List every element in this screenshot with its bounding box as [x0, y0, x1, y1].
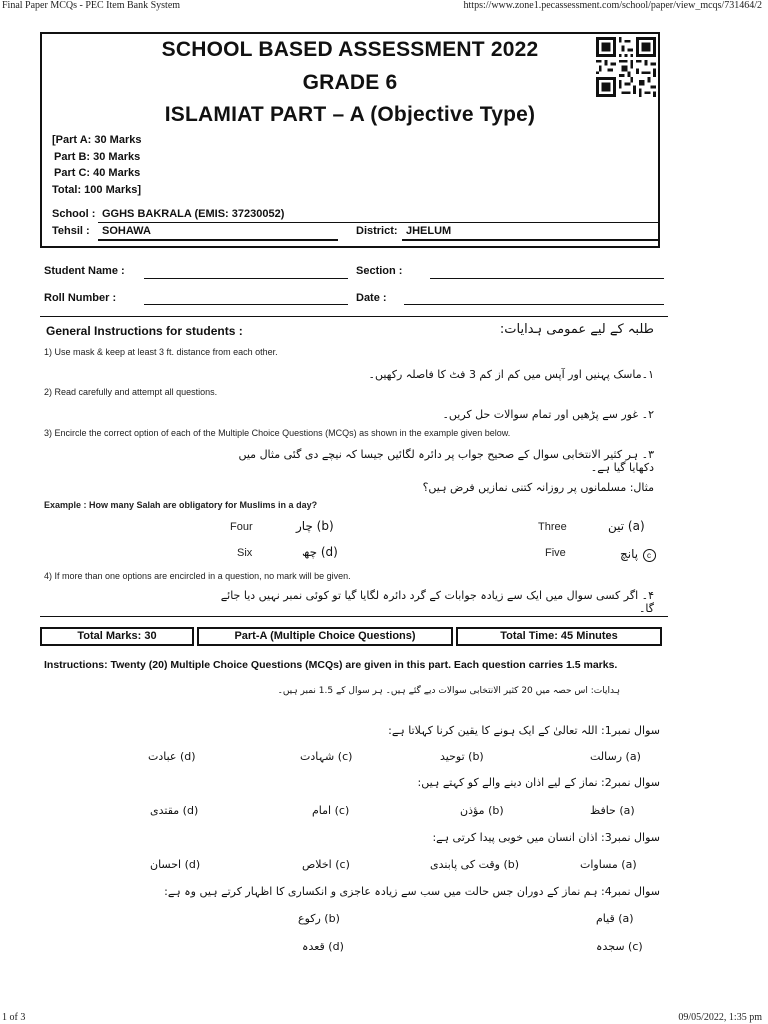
option-label: (b) — [324, 912, 340, 925]
option-text: مساوات — [580, 858, 618, 871]
total-time-box: Total Time: 45 Minutes — [456, 627, 662, 646]
option-label: (a) — [618, 912, 634, 925]
option-label: (c) — [335, 858, 350, 871]
option-text: سجدہ — [596, 940, 625, 953]
question-3-option-a[interactable] — [580, 858, 660, 871]
instruction-4-ur: ۴۔ اگر کسی سوال میں ایک سے زیادہ جوابات کے گرد دائرہ لگایا گیا تو کوئی نمبر نہیں دیا جائے گا۔ — [220, 589, 654, 615]
school-value: GGHS BAKRALA (EMIS: 37230052) — [102, 208, 285, 220]
date-field[interactable] — [404, 304, 664, 305]
example-option-c-ur: پانچ — [620, 547, 639, 561]
instruction-3-ur: ۳۔ ہر کثیر الانتخابی سوال کے صحیح جواب پر دائرہ لگائیں جیسا کہ نیچے دی گئی مثال میں دکھایا گیا ہے۔ — [238, 448, 654, 474]
instructions-title: General Instructions for students : — [46, 324, 243, 338]
option-label: (d) — [182, 804, 199, 817]
total-marks-box: Total Marks: 30 — [40, 627, 194, 646]
question-3-option-d[interactable] — [150, 858, 230, 871]
option-text: رسالت — [590, 750, 623, 763]
roll-number-field[interactable] — [144, 304, 348, 305]
print-page-title: Final Paper MCQs - PEC Item Bank System — [2, 0, 181, 11]
example-option-four-en: Four — [230, 521, 253, 533]
tehsil-value: SOHAWA — [102, 225, 151, 237]
print-page-count: 1 of 3 — [2, 1012, 26, 1023]
option-text: حافظ — [590, 804, 616, 817]
option-text: شہادت — [300, 750, 335, 763]
question-4-option-b[interactable] — [298, 912, 368, 925]
option-text: اخلاص — [302, 858, 332, 871]
instructions-title-urdu: طلبہ کے لیے عمومی ہدایات: — [499, 322, 654, 337]
question-1-option-c[interactable] — [300, 750, 380, 763]
exam-title: SCHOOL BASED ASSESSMENT 2022 — [161, 38, 539, 61]
district-value: JHELUM — [406, 225, 452, 237]
question-4-option-d[interactable] — [302, 940, 372, 953]
print-url: https://www.zone1.pecassessment.com/school/paper/view_mcqs/731464/2 — [463, 0, 762, 11]
option-label: (a) — [621, 858, 637, 871]
option-text: احسان — [150, 858, 182, 871]
question-1-text: سوال نمبر1: اللہ تعالیٰ کے ایک ہونے کا یقین کرنا کہلاتا ہے: — [388, 724, 660, 737]
student-name-field[interactable] — [144, 278, 348, 279]
question-3-option-b[interactable] — [430, 858, 530, 871]
date-label: Date : — [356, 292, 387, 304]
instruction-1-ur: ۱۔ماسک پہنیں اور آپس میں کم از کم 3 فٹ کا فاصلہ رکھیں۔ — [368, 368, 654, 381]
option-label: (d) — [180, 750, 196, 763]
marks-line: Part B: 30 Marks — [54, 150, 141, 163]
example-option-b-ur: (b) چار — [296, 519, 334, 533]
option-label: (c) — [628, 940, 643, 953]
example-option-c-encircled — [620, 545, 656, 563]
encircle-mark-icon: c — [643, 549, 656, 562]
question-2-option-c[interactable] — [312, 804, 382, 817]
roll-number-label: Roll Number : — [44, 292, 117, 304]
tehsil-rule — [98, 239, 338, 241]
option-text: توحید — [440, 750, 465, 763]
question-4-option-a[interactable] — [596, 912, 666, 925]
option-label: (a) — [619, 804, 635, 817]
example-option-five-en: Five — [545, 547, 566, 559]
instruction-2-en: 2) Read carefully and attempt all questions. — [44, 387, 218, 397]
district-label: District: — [356, 225, 398, 237]
instruction-2-ur: ۲۔ غور سے پڑھیں اور تمام سوالات حل کریں۔ — [442, 408, 654, 421]
option-label: (b) — [488, 804, 504, 817]
question-3-text: سوال نمبر3: اذان انسان میں خوبی پیدا کرتی ہے: — [432, 831, 660, 844]
example-question-en: Example : How many Salah are obligatory for Muslims in a day? — [44, 500, 318, 510]
question-3-option-c[interactable] — [302, 858, 382, 871]
question-1-option-a[interactable] — [590, 750, 660, 763]
option-text: قیام — [596, 912, 615, 925]
option-label: (d) — [328, 940, 344, 953]
school-rule — [98, 222, 658, 223]
question-2-option-b[interactable] — [460, 804, 530, 817]
part-instructions-en: Instructions: Twenty (20) Multiple Choice Questions (MCQs) are given in this part. Each question carries 1.5 marks. — [44, 659, 618, 671]
example-option-a-ur: (a) تین — [608, 519, 645, 533]
district-rule — [402, 239, 658, 241]
marks-line: [Part A: 30 Marks — [52, 134, 142, 146]
option-label: (c) — [337, 750, 353, 763]
section-label: Section : — [356, 265, 403, 277]
option-label: (b) — [503, 858, 520, 871]
school-label: School : — [52, 208, 96, 220]
section-field[interactable] — [430, 278, 664, 279]
option-label: (a) — [625, 750, 641, 763]
part-title-box: Part-A (Multiple Choice Questions) — [197, 627, 453, 646]
grade-title: GRADE 6 — [302, 71, 398, 94]
option-text: رکوع — [298, 912, 321, 925]
subject-title: ISLAMIAT PART – A (Objective Type) — [164, 103, 536, 126]
instruction-4-en: 4) If more than one options are encircled in a question, no mark will be given. — [44, 571, 351, 581]
option-text: مؤذن — [460, 804, 485, 817]
option-label: (d) — [184, 858, 201, 871]
example-option-three-en: Three — [538, 521, 567, 533]
question-4-option-c[interactable] — [596, 940, 666, 953]
option-text: امام — [312, 804, 332, 817]
option-text: وقت کی پابندی — [430, 858, 500, 871]
divider — [40, 616, 668, 617]
instruction-1-en: 1) Use mask & keep at least 3 ft. distance from each other. — [44, 347, 278, 357]
example-question-ur: مثال: مسلمانوں پر روزانہ کتنی نمازیں فرض ہیں؟ — [422, 481, 654, 494]
option-text: قعدہ — [302, 940, 325, 953]
question-1-option-b[interactable] — [440, 750, 520, 763]
option-text: مقتدی — [150, 804, 180, 817]
divider — [40, 316, 668, 317]
print-datetime: 09/05/2022, 1:35 pm — [678, 1012, 762, 1023]
question-2-text: سوال نمبر2: نماز کے لیے اذان دینے والے کو کہتے ہیں: — [417, 776, 660, 789]
marks-line: Total: 100 Marks] — [52, 183, 142, 196]
option-text: عبادت — [148, 750, 177, 763]
option-label: (b) — [468, 750, 484, 763]
marks-line: Part C: 40 Marks — [54, 167, 141, 179]
instruction-3-en: 3) Encircle the correct option of each of the Multiple Choice Questions (MCQs) as shown in the example given below. — [44, 428, 511, 438]
question-2-option-d[interactable] — [150, 804, 230, 817]
option-label: (c) — [334, 804, 350, 817]
student-name-label: Student Name : — [44, 265, 125, 277]
tehsil-label: Tehsil : — [52, 225, 90, 237]
question-2-option-a[interactable] — [590, 804, 660, 817]
question-1-option-d[interactable] — [148, 750, 228, 763]
example-option-six-en: Six — [237, 547, 253, 559]
question-4-text: سوال نمبر4: ہم نماز کے دوران جس حالت میں سب سے زیادہ عاجزی و انکساری کا اظہار کرتے ہیں وہ ہے: — [164, 885, 660, 898]
example-option-d-ur: (d) چھ — [302, 545, 338, 559]
qr-code-icon — [596, 36, 656, 98]
marks-breakdown — [52, 132, 141, 198]
part-instructions-ur: ہدایات: اس حصہ میں 20 کثیر الانتخابی سوالات دیے گئے ہیں۔ ہر سوال کے 1.5 نمبر ہیں۔ — [277, 686, 620, 696]
